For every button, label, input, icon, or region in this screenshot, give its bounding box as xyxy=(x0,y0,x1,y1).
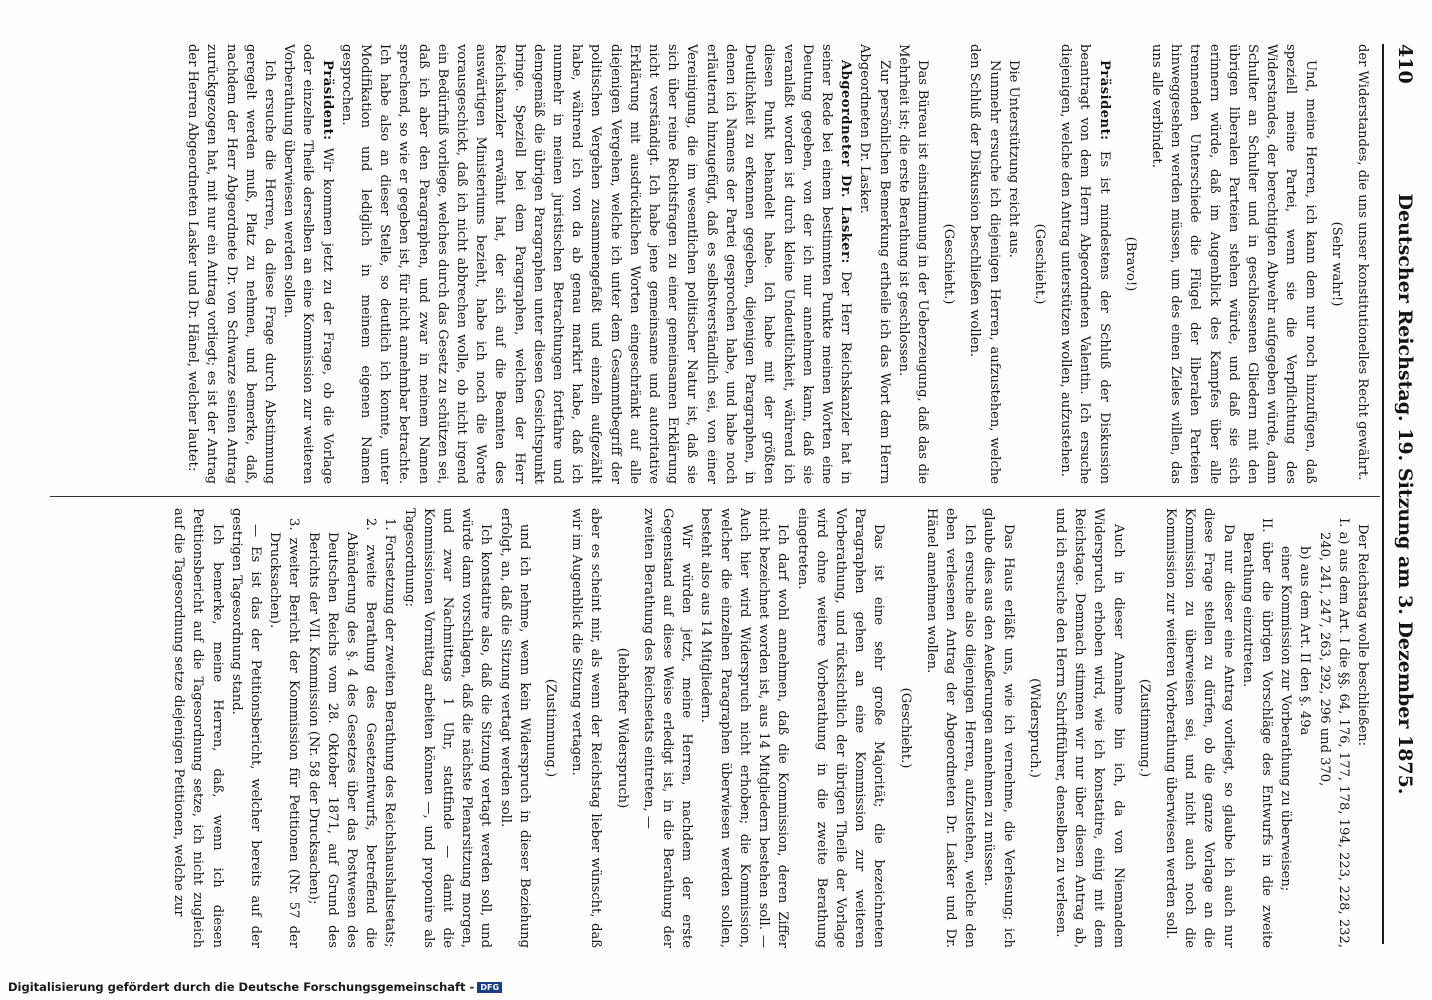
paragraph: Zur persönlichen Bemerkung ertheile ich das Wort dem Herrn Abgeordneten Dr. Lasker. xyxy=(857,44,892,484)
paragraph: Die Unterstützung reicht aus. xyxy=(1005,60,1021,258)
list-item: I. a) aus dem Art. I die §§. 64, 176, 177, 178, 194, 223, 228, 232, 240, 241, 247, 263, 292, 296 und 370, xyxy=(1316,518,1351,948)
paragraph: Das ist eine sehr große Majorität; die bezeichneten Paragraphen gehen an eine Kommission zur weiteren Vorberathung, und rücksichtlich der übrigen Theile der Vorlage wird ohne weitere Vorberathung in die zweite Berathung eingetreten. xyxy=(794,508,887,948)
interjection: (Geschieht.) xyxy=(941,223,957,305)
paragraph xyxy=(1056,44,1114,484)
header-rule xyxy=(1382,44,1384,944)
paragraph: Ich darf wohl annehmen, daß die Kommission, deren Ziffer nicht bezeichnet worden ist, aus 14 Mitgliedern bestehen soll. — Auch hier wird Widerspruch nicht erhoben; die Kommission, welcher die einzelnen Paragraphen überwiesen werden sollen, besteht also aus 14 Mitgliedern. xyxy=(698,508,791,948)
list-subitem: b) aus dem Art. II den §. 49a xyxy=(1297,546,1313,736)
page-number: 410 xyxy=(1394,44,1416,84)
paragraph: Ich bemerke, meine Herren, daß, wenn ich diesen Petitionsbericht auf die Tagesordnung setze, ich nicht zugleich auf die Tagesordnung setze diejenigen Petitionen, welche zur xyxy=(171,508,225,948)
page-header xyxy=(1386,44,1416,944)
paragraph: aber es scheint mir, als wenn der Reichstag lieber wünscht, daß wir im Augenblick die Sitzung vertagen. xyxy=(569,508,604,948)
paragraph: Wir würden jetzt, meine Herren, nachdem der erste Gegenstand auf diese Weise erledigt ist, in die Berathung der zweiten Berathung des Reichsetats eintreten, — xyxy=(640,508,695,948)
right-column xyxy=(169,508,1372,948)
list-item: 3. zweiter Bericht der Kommission für Petitionen (Nr. 57 der Drucksachen). xyxy=(267,518,302,948)
speaker-name: Abgeordneter Dr. Lasker: xyxy=(838,60,854,264)
page-title: Deutscher Reichstag. 19. Sitzung am 3. Dezember 1875. xyxy=(1394,193,1416,795)
paragraph: Ich ersuche also diejenigen Herren, aufzustehen, welche den eben verlesenen Antrag der Abgeordneten Dr. Lasker und Dr. Hänel annehmen wollen. xyxy=(923,508,978,948)
speech-text: Es ist mindestens der Schluß der Diskussion beantragt von dem Herrn Abgeordneten Valentin. Ich ersuche diejenigen, welche den Antrag unterstützen wollen, aufzustehen. xyxy=(1058,44,1112,484)
paragraph: und ich nehme, wenn kein Widerspruch in dieser Beziehung erfolgt, an, daß die Sitzung vertagt werden soll. xyxy=(497,508,532,948)
paragraph: Ich ersuche die Herren, da diese Frage durch Abstimmung geregelt werden muß, Platz zu nehmen, und bemerke, daß, nachdem der Herr Abgeordnete Dr. von Schwarze seinen Antrag zurückgezogen hat, mit nur ein Antrag vorliegt; es ist der Antrag der Herren Abgeordneten Lasker und Dr. Hänel, welcher lautet: xyxy=(185,44,278,484)
interjection: (Bravo!) xyxy=(1122,236,1138,292)
speaker-name: Präsident: xyxy=(319,60,335,141)
interjection: (Geschieht.) xyxy=(897,687,913,769)
dfg-logo: DFG xyxy=(477,982,502,993)
speaker-name: Präsident: xyxy=(1096,60,1112,141)
paragraph xyxy=(337,44,855,484)
footer-credit: Digitalisierung gefördert durch die Deutsche Forschungsgemeinschaft - xyxy=(8,980,475,994)
interjection: (Sehr wahr!) xyxy=(1328,221,1344,307)
left-column xyxy=(183,44,1372,484)
paragraph: — Es ist das der Petitionsbericht, welcher bereits auf der gestrigen Tagesordnung stand. xyxy=(228,508,264,948)
list-item: II. über die übrigen Vorschläge des Entwurfs in die zweite Berathung einzutreten. xyxy=(1239,518,1274,948)
list-item: 2. zweite Berathung des Gesetzentwurfs, betreffend die Abänderung des §. 4 des Gesetzes über das Postwesen des Deutschen Reichs vom 28. Oktober 1871, auf Grund des Berichts der VII. Kommission (Nr. 58 der Drucksachen); xyxy=(305,518,379,948)
paragraph: Das Haus erläßt uns, wie ich vernehme, die Verlesung; ich glaube dies aus den Aeußerungen annehmen zu müssen. xyxy=(981,508,1016,948)
list-item: 1. Fortsetzung der zweiten Berathung des Reichshaushaltsetats; xyxy=(382,518,398,948)
speech-text: Der Herr Reichskanzler hat in seiner Rede bei einem bestimmten Punkte meinen Worten eine Deutung gegeben, von der ich nur annehmen kann, daß sie veranlaßt worden ist durch kleine Undeutlichkeit, während ich diesen Punkt behandelt habe. Ich habe mit der größten Deutlichkeit zu erkennen gegeben, diejenigen Paragraphen, in denen ich Namens der Partei gesprochen habe, und habe noch erläuternd hinzugefügt, daß es selbstverständlich sei, von einer Vereinigung, die im wesentlichen politischer Natur ist, daß sie sich über reine Rechtsfragen zu einer gemeinsamen Erklärung nicht verständigt. Ich habe jene gemeinsame und autoritative Erklärung mit ausdrücklichen Worten eingeschränkt auf alle diejenigen Vergehen, welche ich unter dem Gesammtbegriff der politischen Vergehen zusammengefaßt und einzeln aufgezählt habe, während ich von da ab genau markirt habe, daß ich nunmehr in meinen juristischen Betrachtungen fortfahre und demgemäß die übrigen Paragraphen unter diesen Gesichtspunkt bringe. Speziell bei dem Paragraphen, welchen der Herr Reichskanzler erwähnt hat, der sich auf die Beamten des auswärtigen Ministeriums bezieht, habe ich noch die Worte vorausgeschickt, daß ich nicht abbrechen wolle, ob nicht irgend ein Bedürfniß vorliege, welches durch das Gesetz zu schützen sei, daß ich aber den Paragraphen, und zwar in meinem Namen sprechend, so wie er gegeben ist, für nicht annehmbar betrachte. Ich habe also an dieser Stelle, so deutlich ich konnte, unter Modifikation und lediglich in meinem eigenen Namen gesprochen. xyxy=(338,44,854,485)
paragraph: Auch in dieser Annahme bin ich, da von Niemandem Widerspruch erhoben wird, wie ich konstatire, einig mit dem Reichstage. Demnach stimmen wir nur über diesen Antrag ab, und ich ersuche den Herrn Schriftführer, denselben zu verlesen. xyxy=(1052,508,1126,948)
list-subitem: einer Kommission zur Vorberathung zu überweisen; xyxy=(1278,546,1294,892)
interjection: (Geschieht.) xyxy=(1031,223,1047,305)
column-divider xyxy=(50,496,1380,497)
paragraph: Der Reichstag wolle beschließen: xyxy=(1355,524,1370,747)
paragraph: der Widerstandes, die uns unser konstitutionelles Recht gewährt. xyxy=(1355,44,1370,481)
interjection: (Zustimmung.) xyxy=(1136,678,1152,778)
paragraph: Und, meine Herren, ich kann dem nur noch hinzufügen, daß speziell meine Partei, wenn sie die Verpflichtung des Widerstandes, der berechtigten Abwehr aufgegeben würde, dann Schulter an Schulter und in geschlossenen Gliedern mit den übrigen liberalen Parteien stehen würde, und daß sie sich erinnern würde, daß im Augenblick des Kampfes über alle trennenden Unterschiede die Flügel der liberalen Parteien hinweggesehen werden müssen, um des einen Zieles willen, das uns alle verbindet. xyxy=(1148,44,1318,484)
paragraph: Da nur dieser eine Antrag vorliegt, so glaube ich auch nur diese Frage stellen zu dürfen, ob die ganze Vorlage an die Kommission zu überweisen sei, und nicht auch noch die Kommission zur weiteren Vorberathung überwiesen werden soll. xyxy=(1162,508,1236,948)
speech-text: Wir kommen jetzt zu der Frage, ob die Vorlage oder einzelne Theile derselben an eine Kommission zur weiteren Vorberathung überwiesen werden sollen. xyxy=(281,44,335,484)
interjection: (lebhafter Widerspruch) xyxy=(614,647,630,809)
paragraph: Das Büreau ist einstimmung in der Ueberzeugung, daß das die Mehrheit ist; die erste Berathung ist geschlossen. xyxy=(895,44,930,484)
paragraph: Ich konstatire also, daß die Sitzung vertagt werden soll, und würde dann vorschlagen, daß die nächste Plenarsitzung morgen, und zwar Nachmittags 1 Uhr, stattfinde — damit die Kommissionen Vormittag arbeiten können —, und proponire als Tagesordnung: xyxy=(401,508,494,948)
digitization-footer xyxy=(8,980,568,994)
interjection: (Zustimmung.) xyxy=(543,678,559,778)
paragraph: Nunmehr ersuche ich diejenigen Herren, aufzustehen, welche den Schluß der Diskussion beschließen wollen. xyxy=(967,44,1002,484)
paragraph xyxy=(279,44,337,484)
interjection: (Widerspruch.) xyxy=(1026,678,1042,778)
